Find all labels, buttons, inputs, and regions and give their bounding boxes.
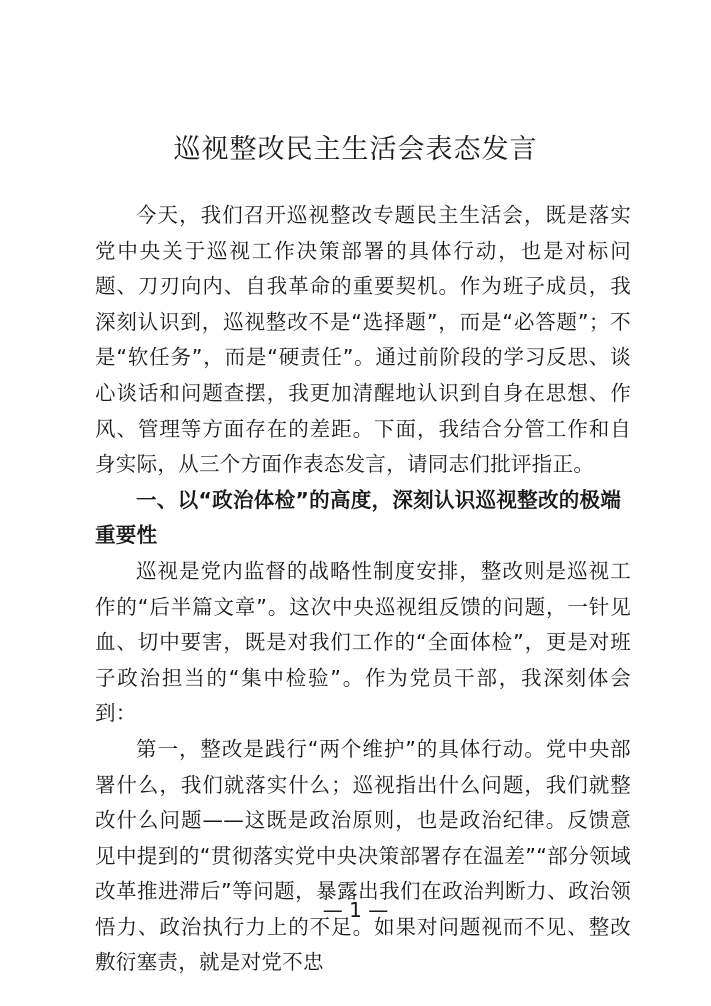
section-1-paragraph-1: 巡视是党内监督的战略性制度安排，整改则是巡视工作的“后半篇文章”。这次中央巡视组反馈的问题，一针见血、切中要害，既是对我们工作的“全面体检”，更是对班子政治担当的“集中检验”。作为党员干部，我深刻体会到： [95,558,631,726]
intro-paragraph: 今天，我们召开巡视整改专题民主生活会，既是落实党中央关于巡视工作决策部署的具体行动，也是对标问题、刀刃向内、自我革命的重要契机。作为班子成员，我深刻认识到，巡视整改不是“选择题”，而是“必答题”；不是“软任务”，而是“硬责任”。通过前阶段的学习反思、谈心谈话和问题查摆，我更加清醒地认识到自身在思想、作风、管理等方面存在的差距。下面，我结合分管工作和自身实际，从三个方面作表态发言，请同志们批评指正。 [95,203,631,477]
page-number: — 1 — [322,898,389,922]
document-title: 巡视整改民主生活会表态发言 [173,134,538,165]
section-1-paragraph-2: 第一，整改是践行“两个维护”的具体行动。党中央部署什么，我们就落实什么；巡视指出什么问题，我们就整改什么问题——这既是政治原则，也是政治纪律。反馈意见中提到的“贯彻落实党中央决策部署存在温差”“部分领域改革推进滞后”等问题，暴露出我们在政治判断力、政治领悟力、政治执行力上的不足。如果对问题视而不见、整改敷衍塞责，就是对党不忠 [95,736,631,975]
document-body [95,198,631,981]
section-heading-1: 一、以“政治体检”的高度，深刻认识巡视整改的极端重要性 [95,487,622,548]
